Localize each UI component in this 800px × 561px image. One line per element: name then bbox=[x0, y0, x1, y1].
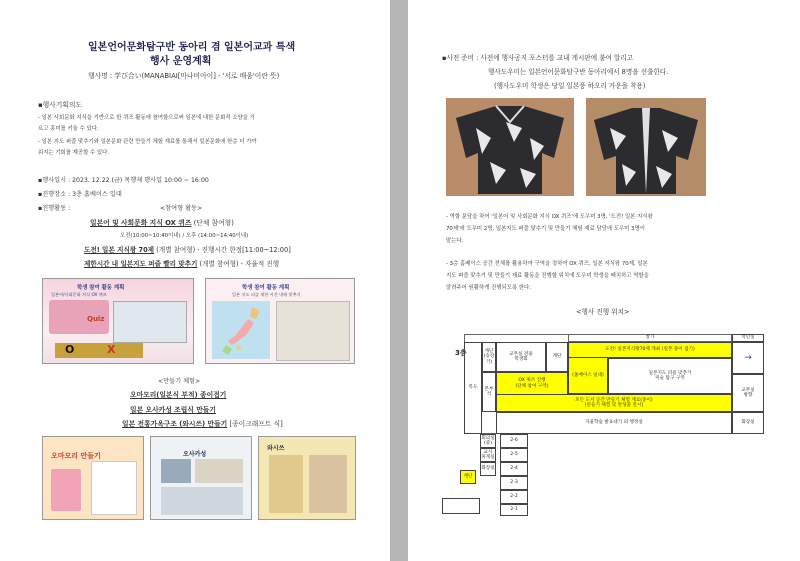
prep-line-3: (행사도우미 학생은 당일 일본풍 하오리 가운을 착용) bbox=[494, 82, 646, 90]
washitsu-image-1 bbox=[269, 455, 303, 513]
quiz-title: 일본어 및 사회문화 지식 OX 퀴즈 bbox=[90, 219, 192, 227]
plan-cell-3: 계단 bbox=[546, 342, 568, 372]
classroom-cell: 2-5 bbox=[500, 448, 528, 462]
washitsu-image-2 bbox=[309, 455, 347, 513]
small-room-1: 회의실 (중) bbox=[481, 435, 495, 446]
event-name: 행사명 : 学び合い(MANABIAI[마나비아이] - '서로 배움'이란 뜻) bbox=[88, 72, 280, 80]
plan-cell-10: 화장실 bbox=[732, 412, 764, 434]
washitsu-card bbox=[258, 436, 356, 520]
japan-map-image bbox=[212, 301, 270, 359]
purpose-heading: ▪행사기획의도 bbox=[38, 101, 83, 109]
map-puzzle-poster bbox=[205, 278, 355, 364]
plan-cell-9: 자율학습 발표대기 외 행정실 bbox=[496, 412, 732, 434]
arrow-icon: → bbox=[744, 352, 752, 363]
quiz-type: (단체 참여형) bbox=[191, 219, 234, 227]
classroom-cell: 2-2 bbox=[500, 490, 528, 504]
purpose-item: - 일본 지도 퍼즐 맞추기와 일본문화 관련 만들기 체험 재료를 통해서 일본문화에 한층 더 가까 bbox=[38, 139, 257, 145]
purpose-item: - 일본 사회문화 지식을 기반으로 한 퀴즈 활동에 참여함으로써 일본에 대한 문화적 소양을 기 bbox=[38, 115, 255, 121]
making-item-3-suffix: [종이크래프트 식] bbox=[227, 420, 283, 428]
document-page-1 bbox=[0, 0, 390, 561]
restroom-direction: 교무실 방향 bbox=[732, 374, 764, 412]
participation-heading: <참여형 활동> bbox=[160, 205, 203, 212]
plan-cell-8: OX 퀴즈 진행 (단체 참여 구역) bbox=[496, 372, 568, 394]
plan-cell-1: 계단 (승강기) bbox=[482, 342, 496, 372]
classroom-area bbox=[732, 334, 764, 342]
castle-sheet-image bbox=[195, 459, 243, 483]
plan-cell-ox-left: 본부석 bbox=[482, 372, 496, 412]
omamori-image bbox=[51, 469, 81, 511]
poster1-sub: 일본어/사회문화 지식 OX 퀴즈 bbox=[51, 292, 107, 297]
title-line-1: 일본언어문화탐구반 동아리 겸 일본어교과 특색 bbox=[88, 42, 296, 53]
card2-title: 오사카성 bbox=[183, 451, 207, 458]
window-side bbox=[568, 334, 732, 342]
role-text: 맡는다. bbox=[446, 238, 464, 244]
ox-quiz-poster bbox=[42, 278, 194, 364]
castle-kit-image bbox=[161, 459, 191, 483]
prep-line-1: ▪사전 준비 : 사전에 행사공지 포스터를 교내 게시판에 붙여 알리고 bbox=[442, 54, 634, 62]
floor-label: 3층 bbox=[455, 349, 467, 357]
omamori-pattern bbox=[91, 461, 137, 515]
prep-line-2: 행사도우미는 일본언어문화탐구반 동아리에서 8명을 선출한다. bbox=[488, 68, 669, 76]
classroom-cell: 2-6 bbox=[500, 434, 528, 448]
document-page-2 bbox=[408, 0, 800, 561]
making-item-1: 오마모리(일본식 부적) 종이접기 bbox=[130, 391, 227, 399]
activity-label: ▪진행활동 : bbox=[38, 205, 71, 212]
place-line: ▪진행장소 : 3층 홈베이스 일대 bbox=[38, 191, 122, 198]
haori-photo-front bbox=[446, 98, 574, 196]
puzzle-photo bbox=[276, 301, 350, 361]
poster2-title: 학생 참여 활동 계획 bbox=[242, 285, 290, 291]
small-room-3: 화장실 bbox=[480, 462, 496, 476]
plan-cell-5: (홈베이스 일대) bbox=[568, 358, 608, 394]
lower-box bbox=[442, 498, 480, 514]
small-room-2: 교사 휴게실 bbox=[481, 449, 495, 460]
purpose-item: 워지는 기회를 제공할 수 있다. bbox=[38, 150, 110, 156]
plan-cell-6: 일본지도 퍼즐 맞추기 미술 탐구 구역 bbox=[608, 358, 732, 394]
hall-label: 복도 bbox=[468, 385, 478, 391]
making-item-2: 일본 오사카성 조립식 만들기 bbox=[130, 406, 216, 414]
making-item-3: 일본 전통가옥구조 (와시쓰) 만들기 bbox=[122, 420, 228, 428]
poster1-photo bbox=[113, 301, 187, 343]
classroom-cell: 2-4 bbox=[500, 462, 528, 476]
making-heading: <만들기 체험> bbox=[158, 378, 201, 385]
location-heading: <행사 진행 위치> bbox=[576, 308, 630, 316]
poster1-o: O bbox=[65, 343, 75, 356]
osaka-castle-card bbox=[150, 436, 252, 520]
castle-model-image bbox=[161, 487, 243, 515]
arrow-cell bbox=[732, 342, 764, 374]
role-text: - 역할 분담을 하여 '일본어 및 사회문화 지식 OX 퀴즈'에 도우미 3명, '도전! 일본 지식왕 bbox=[446, 214, 653, 220]
hall-area bbox=[464, 342, 482, 434]
classroom-cell: 2-3 bbox=[500, 476, 528, 490]
role-text: 70제'에 도우미 2명, 일본지도 퍼즐 맞추기 및 만들기 체험 재료 담당에 도우미 3명이 bbox=[446, 226, 645, 232]
poster1-quiz: Quiz bbox=[87, 315, 105, 323]
classroom-label: 학년실 bbox=[741, 335, 755, 341]
top-label: 창가 bbox=[645, 335, 655, 341]
puzzle-title: 제한시간 내 일본지도 퍼즐 빨리 맞추기 bbox=[84, 260, 198, 268]
poster1-x: X bbox=[107, 343, 116, 356]
poster1-title: 학생 참여 활동 계획 bbox=[77, 285, 125, 291]
quiz-time: 오전(10:00~10:40이내) / 오후 (14:00~14:40이내) bbox=[120, 233, 249, 239]
map-challenge-title: 도전! 일본 지식왕 70제 bbox=[84, 246, 155, 254]
card1-title: 오마모리 만들기 bbox=[51, 452, 101, 460]
purpose-item: 르고 흥미를 키울 수 있다. bbox=[38, 126, 99, 132]
omamori-card bbox=[42, 436, 144, 520]
poster2-sub: 일본 지도 퍼즐 제한 시간 내에 맞추기 bbox=[232, 292, 301, 297]
space-text: - 3층 홈베이스 공간 전체를 활용하여 구역을 정하여 OX 퀴즈, 일본 지식왕 70제, 일본 bbox=[446, 261, 648, 267]
plan-cell-7: 모든 도서 공간 만들기 체험 재료(종이) [만들기 체험 및 완성품 전시] bbox=[496, 394, 732, 412]
title-line-2: 행사 운영계획 bbox=[150, 56, 212, 67]
classroom-cell: 2-1 bbox=[500, 504, 528, 516]
card3-title: 와시쓰 bbox=[267, 445, 285, 452]
puzzle-rest: (개별 참여형) - 자율적 진행 bbox=[197, 260, 280, 268]
space-text: 알려주어 원활하게 진행되도록 한다. bbox=[446, 285, 531, 291]
date-line: ▪행사일시 : 2023. 12.22 (금) 목행제 행사일 10:00 ~ 16:00 bbox=[38, 177, 209, 184]
page-gutter bbox=[390, 0, 408, 561]
plan-cell-2: 교무실 전용 학생회 bbox=[496, 342, 546, 372]
haori-photo-back bbox=[586, 98, 706, 196]
map-challenge-rest: (개별 참여형) - 진행시간 한정[11:00~12:00] bbox=[154, 246, 291, 254]
plan-cell-4: 도전! 일본지식왕70제 개최 (일본 종이 접기) bbox=[568, 342, 732, 358]
space-text: 지도 퍼즐 맞추기 및 만들기 재료 활동을 진행할 위치에 도우미 학생을 배치하고 역할을 bbox=[446, 273, 649, 279]
stair-left: 계단 bbox=[460, 470, 476, 484]
